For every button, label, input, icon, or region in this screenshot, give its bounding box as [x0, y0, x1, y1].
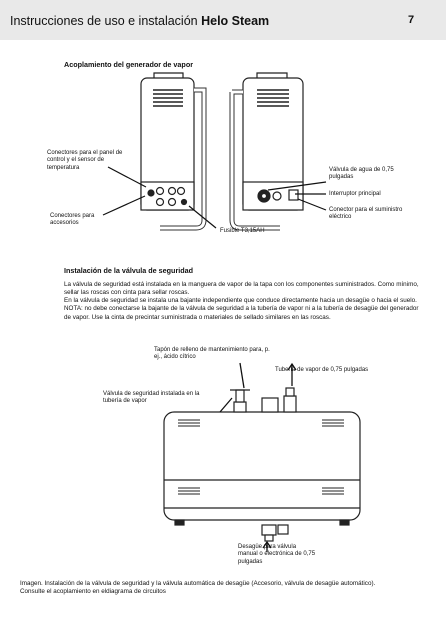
figure-caption: Imagen. Instalación de la válvula de seguridad y la válvula automática de desagüe (Accesorio, válvula de desagüe automático). Consulte el acoplamiento en eldiagrama de circuitos [20, 580, 376, 595]
label-steam-pipe: Tubería de vapor de 0,75 pulgadas [275, 367, 369, 373]
section-heading-safety-valve: Instalación de la válvula de seguridad [64, 266, 194, 275]
label-control-panel-connectors: Conectores para el panel de control y el sensor de temperatura [47, 150, 123, 171]
paragraph-safety-valve-2: En la válvula de seguridad se instala una bajante independiente que conduce directamente hacia un desagüe o hacia el suelo. NOTA: no debe conectarse la bajante de la válvula de seguridad a la tubería de vapor ni a la tubería de desagüe del generador de vapor. Use la cinta de precintar suministrada o materiales de sellado similares en las roscas. [64, 297, 419, 321]
label-fuse: Fusible T3,15AH [220, 228, 265, 234]
label-safety-valve: Válvula de seguridad instalada en la tubería de vapor [103, 391, 200, 405]
safety-valve-figure [0, 360, 446, 560]
document-title: Instrucciones de uso e instalación Helo Steam [10, 14, 270, 28]
paragraph-safety-valve-1: La válvula de seguridad está instalada en la manguera de vapor de la tapa con los componentes suministrados. Como mínimo, sellar las roscas con cinta para sellar roscas. [64, 281, 419, 297]
label-fill-plug: Tapón de relleno de mantenimiento para, p. ej., ácido cítrico [154, 347, 270, 361]
page-number: 7 [408, 14, 415, 26]
label-water-valve: Válvula de agua de 0,75 pulgadas [329, 167, 394, 181]
section-heading-coupling: Acoplamiento del generador de vapor [64, 60, 194, 69]
label-drain: Desagüe para válvula manual o electrónica de 0,75 pulgadas [238, 544, 316, 565]
label-main-switch: Interruptor principal [329, 191, 381, 197]
label-accessory-connectors: Conectores para accesorios [50, 213, 95, 227]
label-power-connector: Conector para el suministro eléctrico [329, 207, 403, 221]
